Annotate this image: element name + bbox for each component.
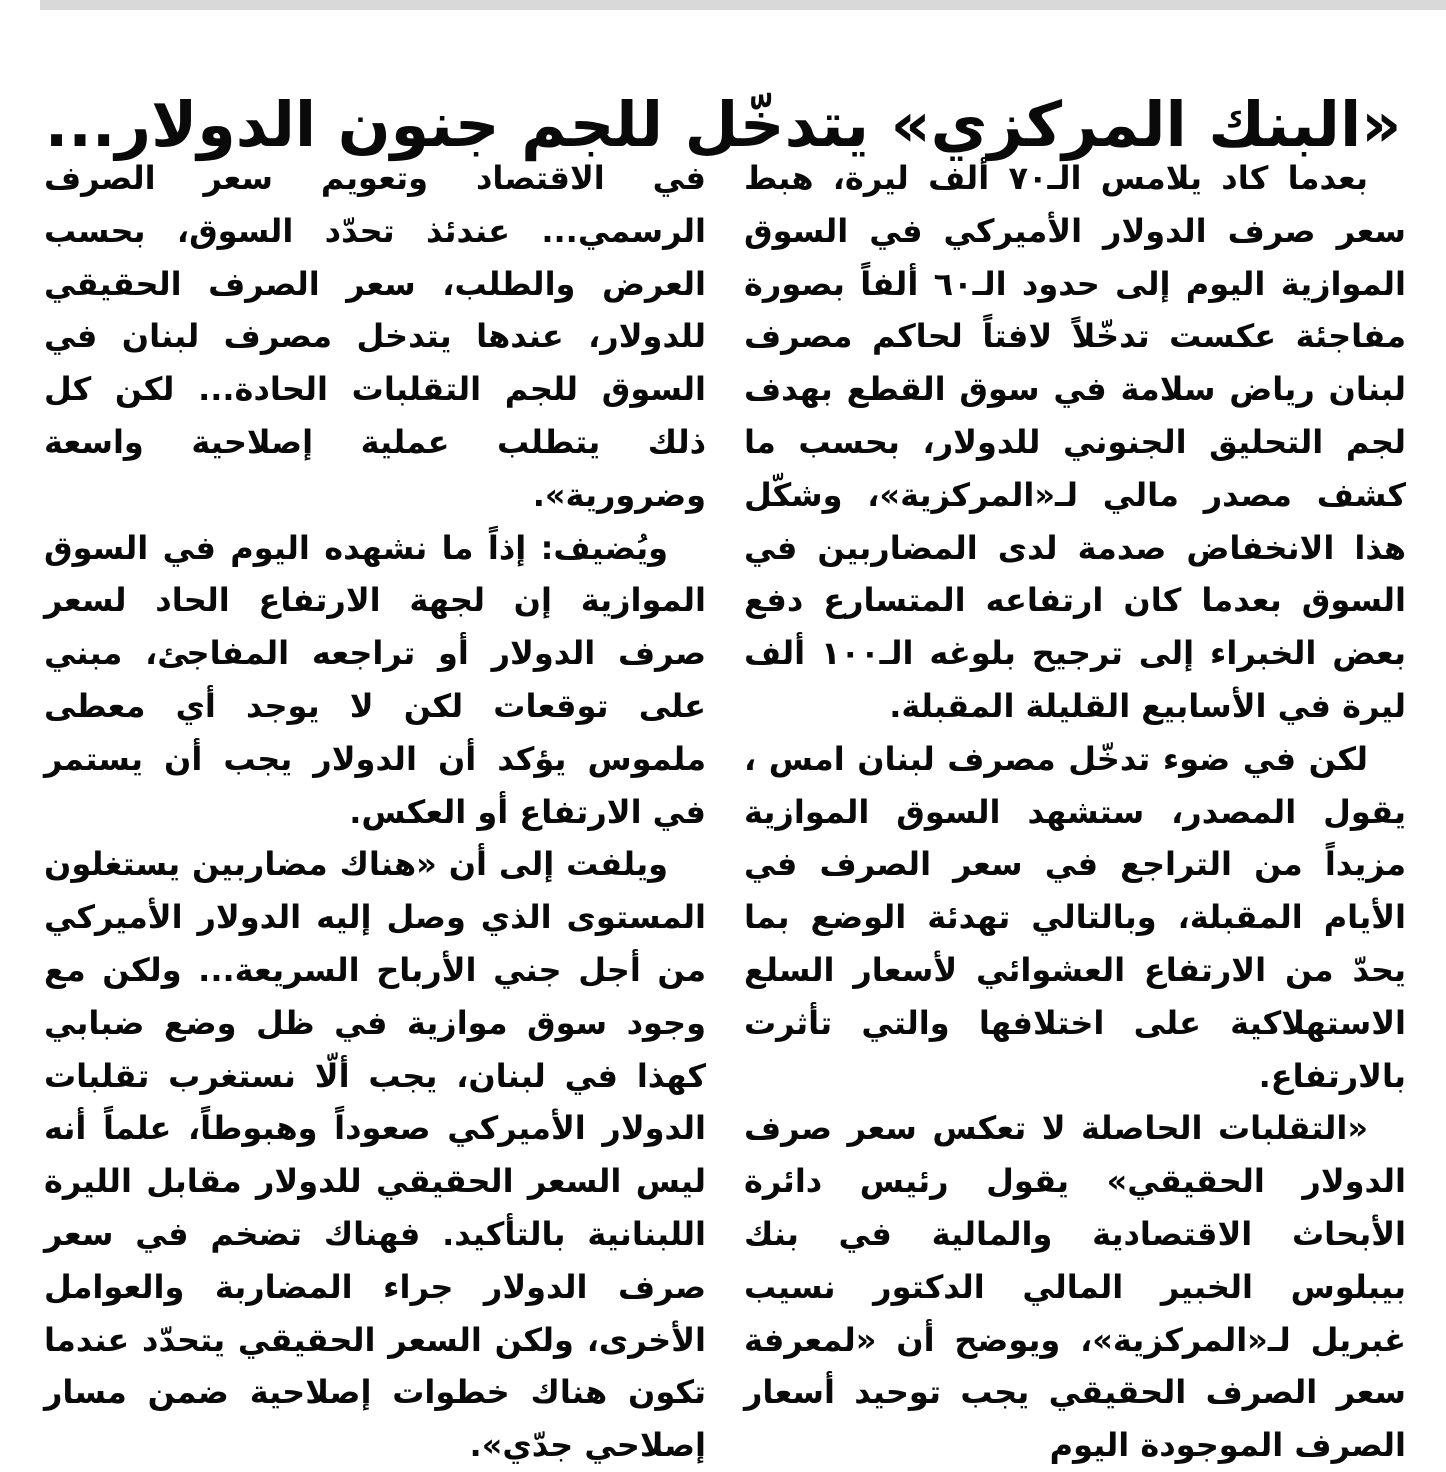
article-headline: «البنك المركزي» يتدخّل للجم جنون الدولار... [44,87,1402,161]
paragraph: في الاقتصاد وتعويم سعر الصرف الرسمي... عندئذ تحدّد السوق، بحسب العرض والطلب، سعر الصرف الحقيقي للدولار، عندها يتدخل مصرف لبنان في السوق للجم التقلبات الحادة... لكن كل ذلك يتطلب عملية إصلاحية واسعة وضرورية». [44,159,706,514]
paragraph: بعدما كاد يلامس الـ٧٠ ألف ليرة، هبط سعر صرف الدولار الأميركي في السوق الموازية اليوم إلى حدود الـ٦٠ ألفاً بصورة مفاجئة عكست تدخّلاً لافتاً لحاكم مصرف لبنان رياض سلامة في سوق القطع بهدف لجم التحليق الجنوني للدولار، بحسب ما كشف مصدر مالي لـ«المركزية»، وشكّل هذا الانخفاض صدمة لدى المضاربين في السوق بعدما كان ارتفاعه المتسارع دفع بعض الخبراء إلى ترجيح بلوغه الـ١٠٠ ألف ليرة في الأسابيع القليلة المقبلة. [744,159,1406,725]
paragraph: «التقلبات الحاصلة لا تعكس سعر صرف الدولار الحقيقي» يقول رئيس دائرة الأبحاث الاقتصادية والمالية في بنك بيبلوس الخبير المالي الدكتور نسيب غبريل لـ«المركزية»، ويوضح أن «لمعرفة سعر الصرف الحقيقي يجب توحيد أسعار الصرف الموجودة اليوم [744,1109,1406,1465]
article-column-right [744,152,1406,1465]
top-gray-band [40,0,1446,10]
paragraph: ويلفت إلى أن «هناك مضاربين يستغلون المستوى الذي وصل إليه الدولار الأميركي من أجل جني الأرباح السريعة... ولكن مع وجود سوق موازية في ظل وضع ضبابي كهذا في لبنان، يجب ألّا نستغرب تقلبات الدولار الأميركي صعوداً وهبوطاً، علماً أنه ليس السعر الحقيقي للدولار مقابل الليرة اللبنانية بالتأكيد. فهناك تضخم في سعر صرف الدولار جراء المضاربة والعوامل الأخرى، ولكن السعر الحقيقي يتحدّد عندما تكون هناك خطوات إصلاحية ضمن مسار إصلاحي جدّي». [44,845,706,1465]
paragraph: لكن في ضوء تدخّل مصرف لبنان امس ، يقول المصدر، ستشهد السوق الموازية مزيداً من التراجع في سعر الصرف في الأيام المقبلة، وبالتالي تهدئة الوضع بما يحدّ من الارتفاع العشوائي لأسعار السلع الاستهلاكية على اختلافها والتي تأثرت بالارتفاع. [744,739,1406,1095]
article-column-left [44,152,706,1465]
paragraph: ويُضيف: إذاً ما نشهده اليوم في السوق الموازية إن لجهة الارتفاع الحاد لسعر صرف الدولار أو تراجعه المفاجئ، مبني على توقعات لكن لا يوجد أي معطى ملموس يؤكد أن الدولار يجب أن يستمر في الارتفاع أو العكس. [44,528,706,831]
